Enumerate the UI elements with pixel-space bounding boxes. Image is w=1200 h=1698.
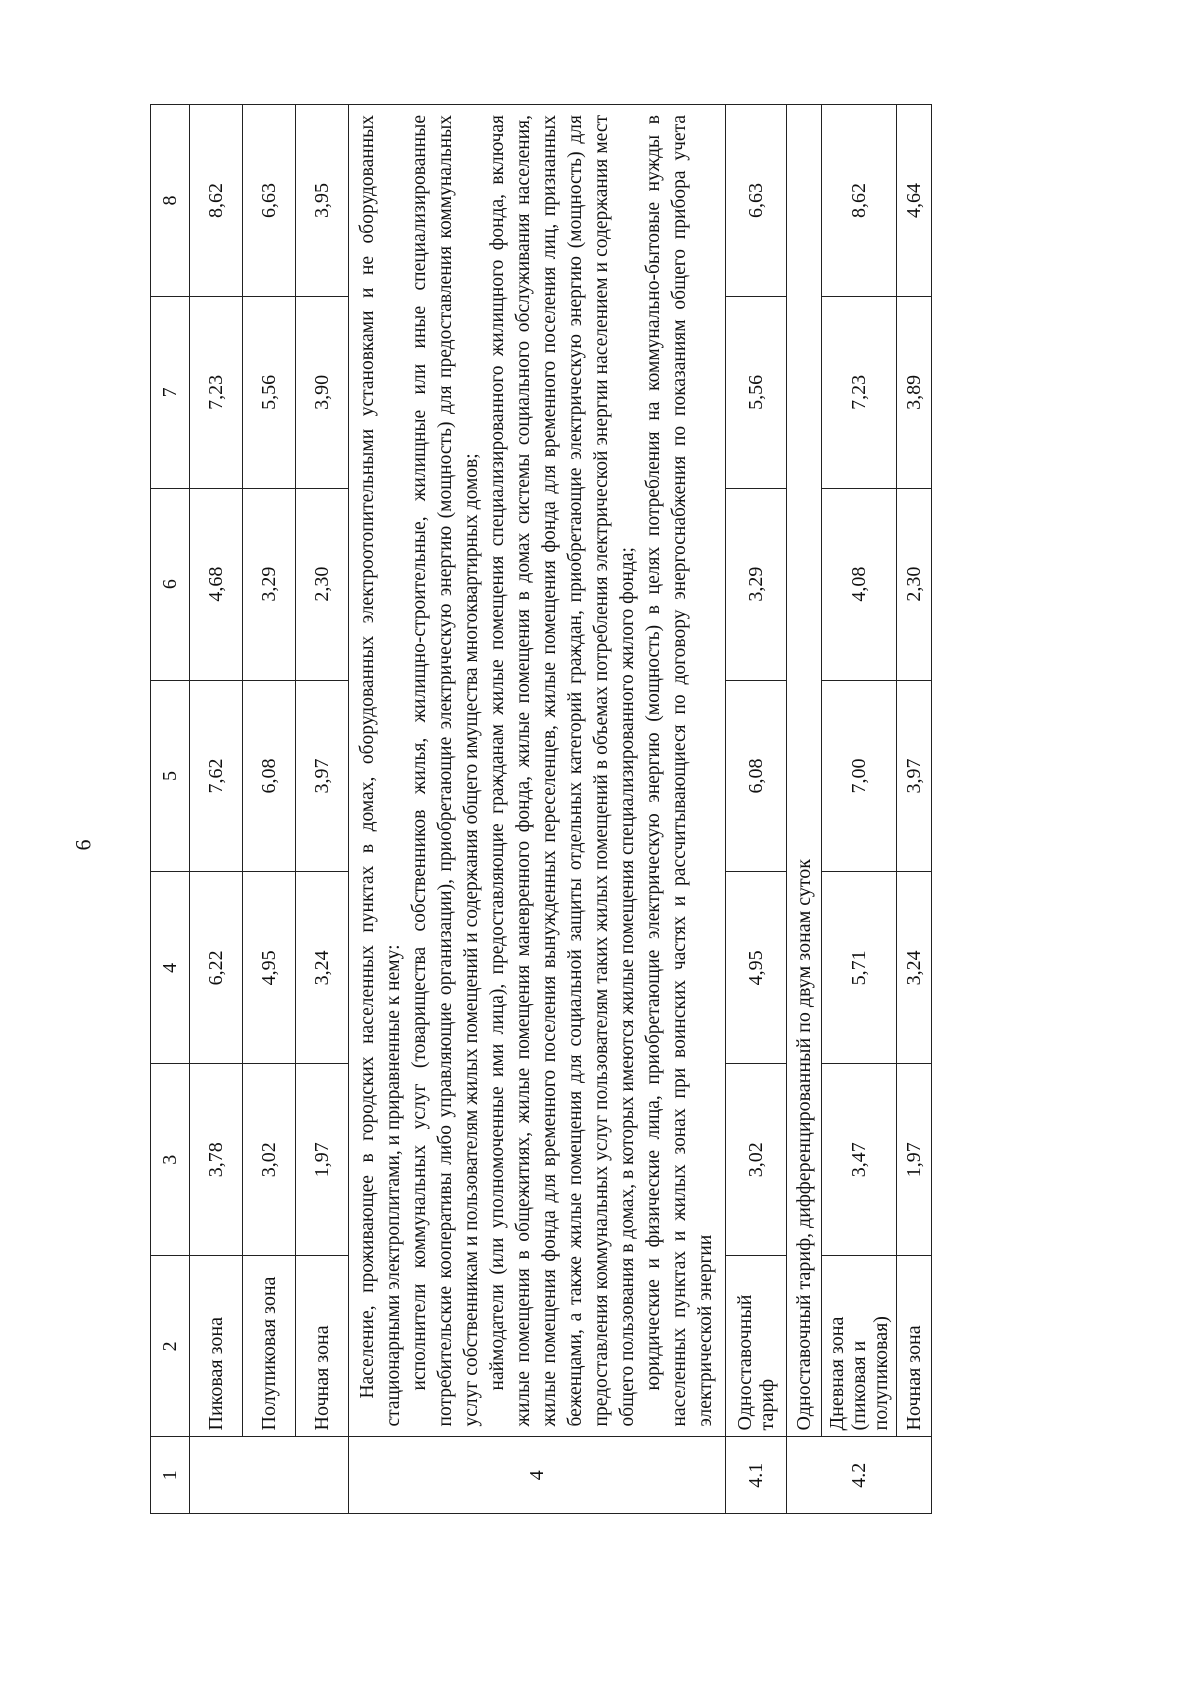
column-header: 4 bbox=[151, 872, 190, 1064]
row-number-cell: 4.2 bbox=[787, 1437, 932, 1514]
row-label: Одноставочный тариф bbox=[726, 1256, 787, 1437]
value-cell: 2,30 bbox=[897, 488, 932, 680]
table-row bbox=[296, 105, 349, 1514]
value-cell: 7,23 bbox=[822, 296, 897, 488]
value-cell: 6,63 bbox=[243, 105, 296, 297]
row-number-cell bbox=[190, 1437, 349, 1514]
description-paragraph: наймодатели (или уполномоченные ими лица), предоставляющие гражданам жилые помещения специализированного жилищного фонда, включая жилые помещения в общежитиях, жилые помещения маневренного фонда, жилые помещения в домах системы социального обслуживания населения, жилые помещения фонда для временного поселения вынужденных переселенцев, жилые помещения фонда для временного поселения лиц, признанных беженцами, а также жилые помещения для социальной защиты отдельных категорий граждан, приобретающие электрическую энергию (мощность) для предоставления коммунальных услуг пользователям таких жилых помещений в объемах потребления электрической энергии населением и содержания мест общего пользования в домах, в которых имеются жилые помещения специализированного жилого фонда; bbox=[487, 115, 638, 1427]
value-cell: 3,97 bbox=[897, 680, 932, 872]
column-header: 1 bbox=[151, 1437, 190, 1514]
value-cell: 6,08 bbox=[243, 680, 296, 872]
column-header: 7 bbox=[151, 296, 190, 488]
page-number: 6 bbox=[70, 839, 96, 851]
value-cell: 6,08 bbox=[726, 680, 787, 872]
row-label: Полупиковая зона bbox=[243, 1256, 296, 1437]
tariff-table bbox=[150, 104, 932, 1514]
row-number-cell: 4.1 bbox=[726, 1437, 787, 1514]
section-description bbox=[349, 105, 726, 1437]
column-header: 2 bbox=[151, 1256, 190, 1437]
column-header: 5 bbox=[151, 680, 190, 872]
value-cell: 7,62 bbox=[190, 680, 243, 872]
merged-label: Одноставочный тариф, дифференцированный по двум зонам суток bbox=[787, 105, 822, 1437]
description-paragraph: юридические и физические лица, приобретающие электрическую энергию (мощность) в целях потребления на коммунально-бытовые нужды в населенных пунктах и жилых зонах при воинских частях и рассчитывающиеся по договору энергоснабжения по показаниям общего прибора учета электрической энергии bbox=[643, 115, 716, 1427]
description-paragraph: исполнители коммунальных услуг (товарищества собственников жилья, жилищно-строительные, жилищные или иные специализированные потребительские кооперативы либо управляющие организации), приобретающие электрическую энергию (мощность) для предоставления коммунальных услуг собственникам и пользователям жилых помещений и содержания общего имущества многоквартирных домов; bbox=[409, 115, 482, 1427]
value-cell: 3,24 bbox=[897, 872, 932, 1064]
table-row bbox=[190, 105, 243, 1514]
column-header: 8 bbox=[151, 105, 190, 297]
value-cell: 1,97 bbox=[897, 1064, 932, 1256]
value-cell: 3,02 bbox=[243, 1064, 296, 1256]
row-number-cell: 4 bbox=[349, 1437, 726, 1514]
value-cell: 8,62 bbox=[822, 105, 897, 297]
value-cell: 6,63 bbox=[726, 105, 787, 297]
value-cell: 7,23 bbox=[190, 296, 243, 488]
value-cell: 4,95 bbox=[243, 872, 296, 1064]
row-label: Дневная зона (пиковая и полупиковая) bbox=[822, 1256, 897, 1437]
value-cell: 5,56 bbox=[243, 296, 296, 488]
value-cell: 1,97 bbox=[296, 1064, 349, 1256]
value-cell: 3,02 bbox=[726, 1064, 787, 1256]
rotated-table-container bbox=[150, 104, 1050, 1514]
value-cell: 4,95 bbox=[726, 872, 787, 1064]
value-cell: 3,78 bbox=[190, 1064, 243, 1256]
value-cell: 7,00 bbox=[822, 680, 897, 872]
value-cell: 4,08 bbox=[822, 488, 897, 680]
value-cell: 3,95 bbox=[296, 105, 349, 297]
row-label: Ночная зона bbox=[296, 1256, 349, 1437]
value-cell: 5,71 bbox=[822, 872, 897, 1064]
value-cell: 3,47 bbox=[822, 1064, 897, 1256]
value-cell: 4,64 bbox=[897, 105, 932, 297]
value-cell: 6,22 bbox=[190, 872, 243, 1064]
value-cell: 3,89 bbox=[897, 296, 932, 488]
table-row bbox=[243, 105, 296, 1514]
value-cell: 3,90 bbox=[296, 296, 349, 488]
value-cell: 3,29 bbox=[726, 488, 787, 680]
table-header-row bbox=[151, 105, 190, 1514]
value-cell: 2,30 bbox=[296, 488, 349, 680]
table-row bbox=[726, 105, 787, 1514]
value-cell: 3,97 bbox=[296, 680, 349, 872]
table-row bbox=[787, 105, 822, 1514]
value-cell: 5,56 bbox=[726, 296, 787, 488]
row-label: Пиковая зона bbox=[190, 1256, 243, 1437]
table-row bbox=[822, 105, 897, 1514]
value-cell: 3,24 bbox=[296, 872, 349, 1064]
value-cell: 8,62 bbox=[190, 105, 243, 297]
column-header: 6 bbox=[151, 488, 190, 680]
column-header: 3 bbox=[151, 1064, 190, 1256]
row-label: Ночная зона bbox=[897, 1256, 932, 1437]
description-paragraph: Население, проживающее в городских населенных пунктах в домах, оборудованных электроотопительными установками и не оборудованных стационарными электроплитами, и приравненные к нему: bbox=[357, 115, 404, 1427]
value-cell: 3,29 bbox=[243, 488, 296, 680]
table-row bbox=[897, 105, 932, 1514]
section-description-row bbox=[349, 105, 726, 1514]
value-cell: 4,68 bbox=[190, 488, 243, 680]
